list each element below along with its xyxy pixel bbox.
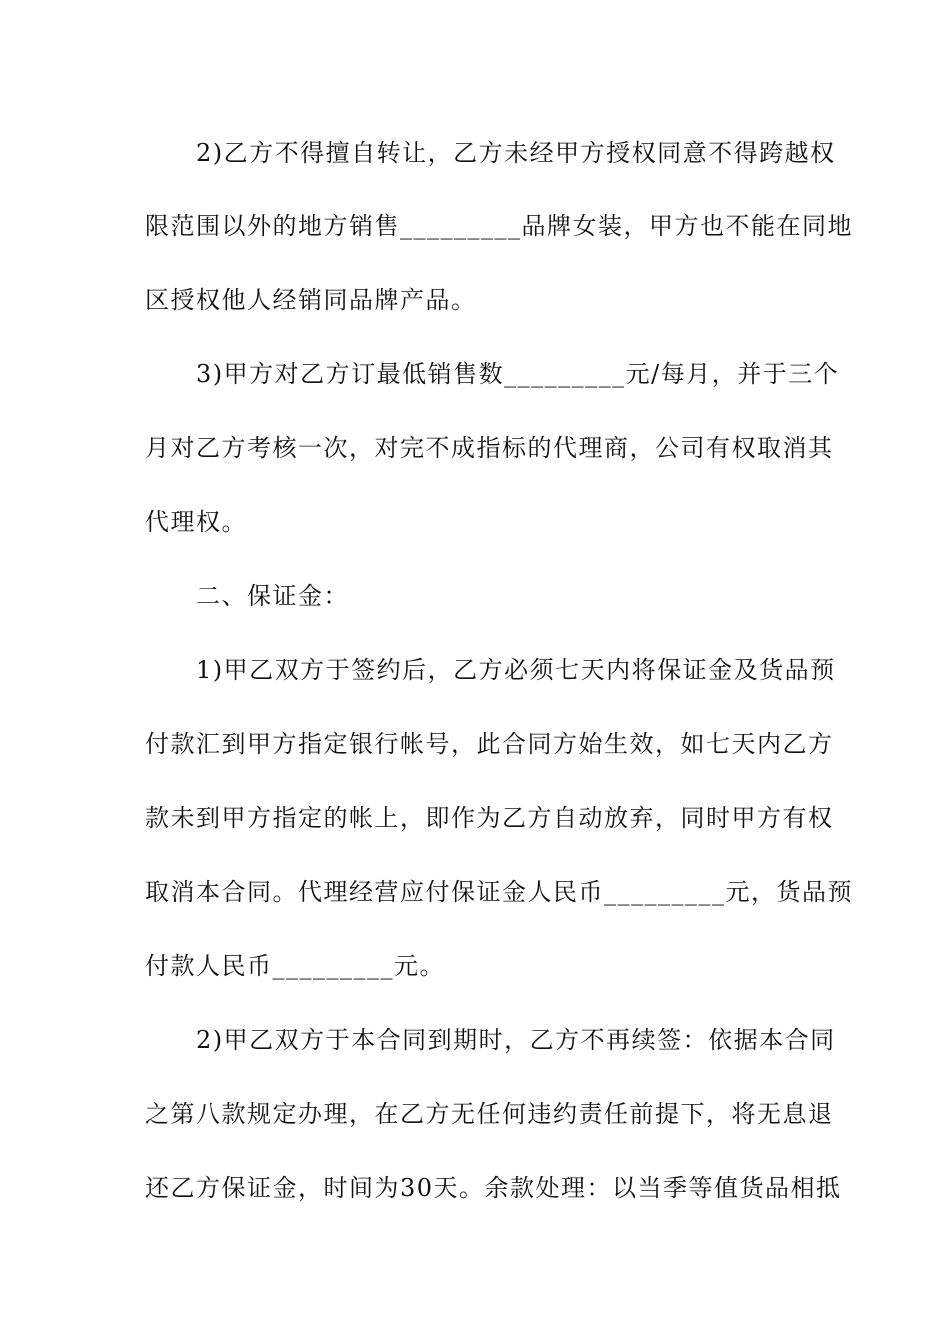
- text-line: 2)甲乙双方于本合同到期时，乙方不再续签：依据本合同: [145, 1026, 836, 1054]
- text-line: 月对乙方考核一次，对完不成指标的代理商，公司有权取消其: [145, 434, 834, 462]
- text-line: 3)甲方对乙方订最低销售数_________元/每月，并于三个: [145, 360, 840, 388]
- text-line: 2)乙方不得擅自转让，乙方未经甲方授权同意不得跨越权: [145, 139, 836, 167]
- text-line: 付款人民币_________元。: [145, 952, 445, 980]
- text-line: 代理权。: [145, 508, 247, 536]
- text-line: 还乙方保证金，时间为30天。余款处理：以当季等值货品相抵: [145, 1174, 842, 1202]
- text-line: 款未到甲方指定的帐上，即作为乙方自动放弃，同时甲方有权: [145, 804, 834, 832]
- text-line: 之第八款规定办理，在乙方无任何违约责任前提下，将无息退: [145, 1100, 834, 1128]
- text-line: 付款汇到甲方指定银行帐号，此合同方始生效，如七天内乙方: [145, 730, 834, 758]
- text-line: 1)甲乙双方于签约后，乙方必须七天内将保证金及货品预: [145, 656, 836, 684]
- text-line: 限范围以外的地方销售_________品牌女装，甲方也不能在同地: [145, 212, 853, 240]
- section-heading: 二、保证金：: [145, 582, 349, 610]
- text-line: 区授权他人经销同品牌产品。: [145, 286, 477, 314]
- text-line: 取消本合同。代理经营应付保证金人民币_________元，货品预: [145, 878, 853, 906]
